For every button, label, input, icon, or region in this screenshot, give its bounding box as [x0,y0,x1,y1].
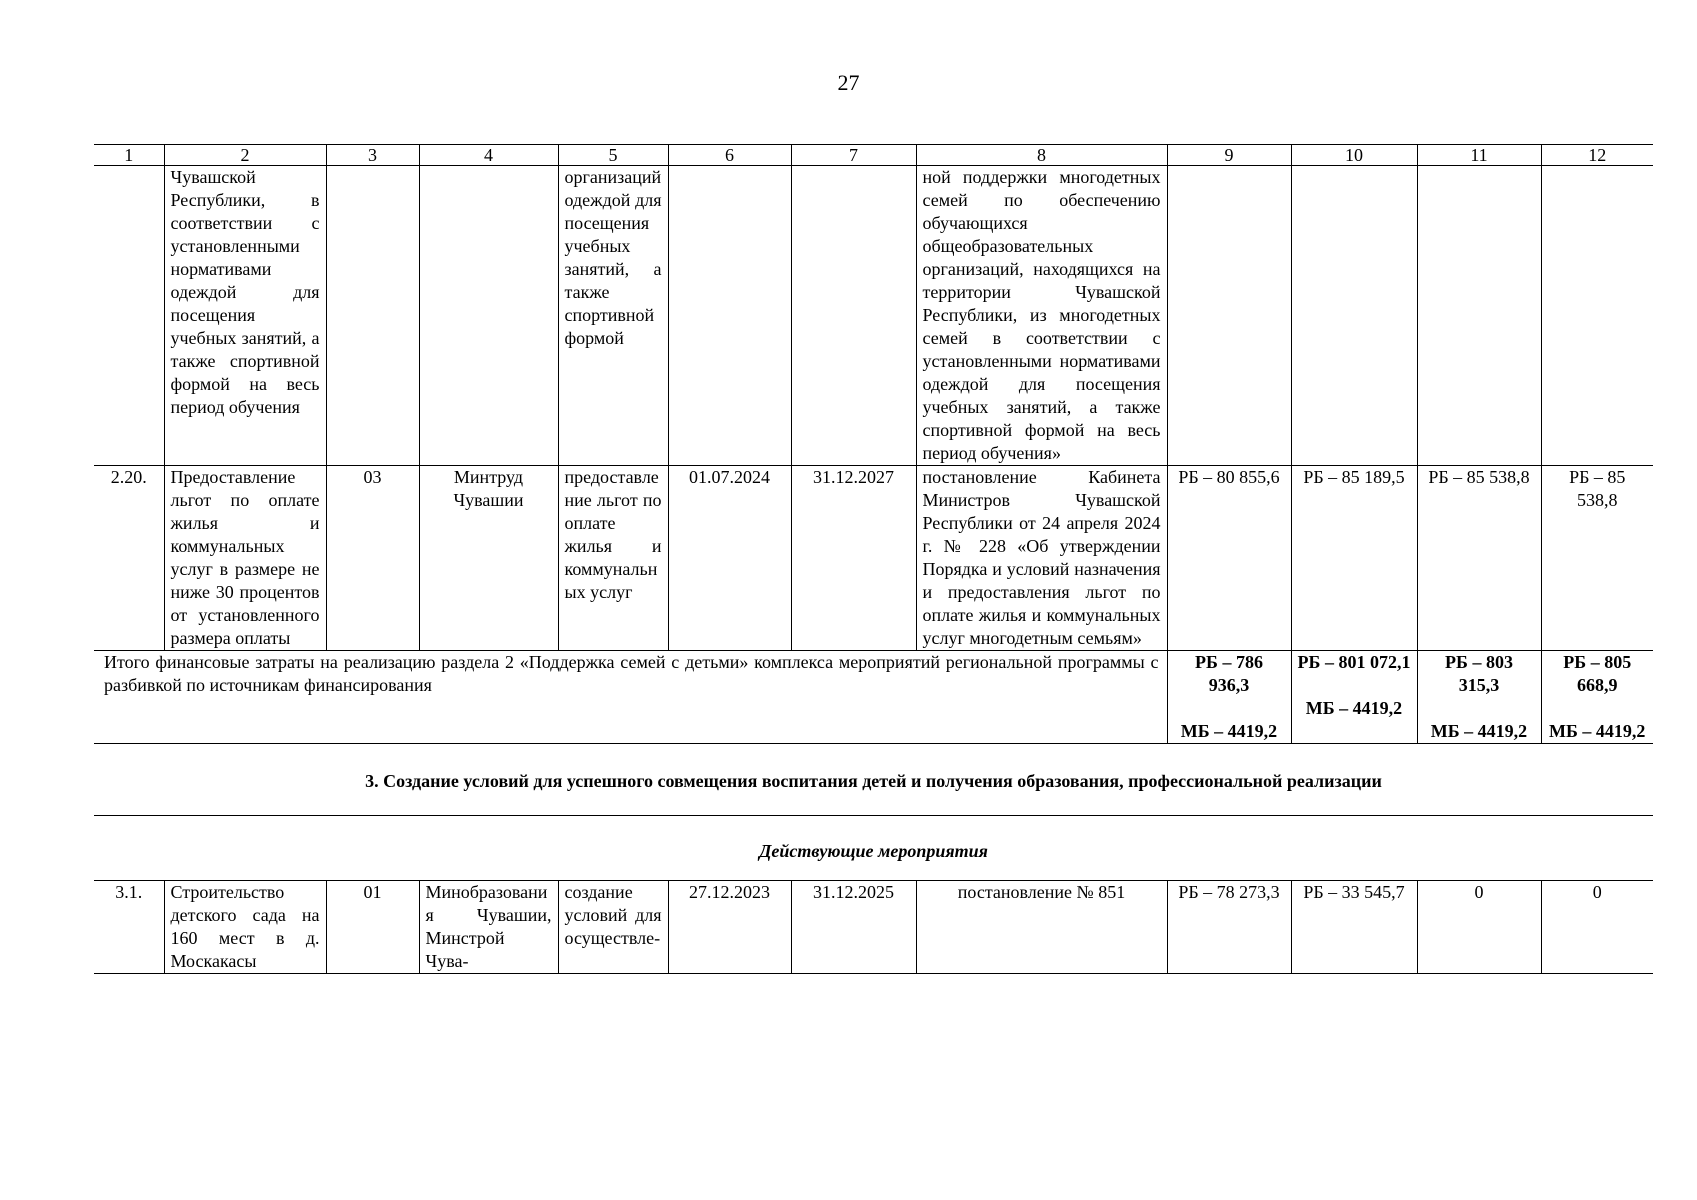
table-row-2-20 [94,466,1653,651]
total-mb: МБ – 4419,2 [1305,698,1403,718]
total-rb: РБ – 803 315,3 [1445,652,1513,695]
measure-executor: Минтруд Чувашии [419,466,558,651]
header-cell: 4 [419,145,558,166]
measure-executor: Минобразования Чувашии, Минстрой Чува- [419,881,558,974]
header-cell: 2 [164,145,326,166]
measure-result: организаций одеждой для посещения учебных занятий, а также спортивной формой [558,166,668,466]
measures-table [94,144,1653,974]
header-cell: 3 [326,145,419,166]
start-date: 27.12.2023 [668,881,791,974]
measure-code: 03 [326,466,419,651]
header-cell: 12 [1541,145,1653,166]
total-row [94,651,1653,744]
total-rb: РБ – 801 072,1 [1297,652,1411,672]
subsection-title: Действующие мероприятия [759,841,988,861]
row-number: 2.20. [94,466,164,651]
header-cell: 8 [916,145,1167,166]
funding-year-10: РБ – 85 189,5 [1291,466,1417,651]
end-date: 31.12.2027 [791,466,916,651]
funding-year-12: 0 [1541,881,1653,974]
total-mb: МБ – 4419,2 [1180,721,1278,741]
measure-result: предоставление льгот по оплате жилья и коммунальных услуг [558,466,668,651]
table-row-3-1 [94,881,1653,974]
funding-year-9: РБ – 78 273,3 [1167,881,1291,974]
header-cell: 1 [94,145,164,166]
total-mb: МБ – 4419,2 [1549,721,1646,741]
measure-basis: постановление Кабинета Министров Чувашской Республики от 24 апреля 2024 г. № 228 «Об утверждении Порядка и условий назначения и предоставления льгот по оплате жилья и коммунальных услуг многодетным семьям» [916,466,1167,651]
total-label: Итого финансовые затраты на реализацию раздела 2 «Поддержка семей с детьми» комплекса мероприятий региональной программы с разбивкой по источникам финансирования [94,651,1167,744]
subsection-heading-row [94,816,1653,881]
measure-name: Чувашской Республики, в соответствии с установленными нормативами одеждой для посещения учебных занятий, а также спортивной формой на весь период обучения [164,166,326,466]
measure-name: Предоставление льгот по оплате жилья и коммунальных услуг в размере не ниже 30 процентов от установленного размера оплаты [164,466,326,651]
funding-year-12: РБ – 85 538,8 [1541,466,1653,651]
measure-name: Строительство детского сада на 160 мест в д. Москакасы [164,881,326,974]
measure-code: 01 [326,881,419,974]
funding-year-9: РБ – 80 855,6 [1167,466,1291,651]
total-year-9 [1167,651,1291,744]
end-date: 31.12.2025 [791,881,916,974]
funding-year-11: 0 [1417,881,1541,974]
total-year-10 [1291,651,1417,744]
header-cell: 9 [1167,145,1291,166]
total-year-11 [1417,651,1541,744]
header-row [94,145,1653,166]
total-year-12 [1541,651,1653,744]
total-mb: МБ – 4419,2 [1430,721,1528,741]
header-cell: 7 [791,145,916,166]
start-date: 01.07.2024 [668,466,791,651]
header-cell: 6 [668,145,791,166]
section-heading-row [94,744,1653,816]
measure-result: создание условий для осуществле- [558,881,668,974]
header-cell: 11 [1417,145,1541,166]
table-row-continuation [94,166,1653,466]
section-title: 3. Создание условий для успешного совмещения воспитания детей и получения образования, профессиональной реализации [94,744,1653,816]
funding-year-10: РБ – 33 545,7 [1291,881,1417,974]
total-rb: РБ – 805 668,9 [1563,652,1632,695]
funding-year-11: РБ – 85 538,8 [1417,466,1541,651]
total-rb: РБ – 786 936,3 [1195,652,1263,695]
page-number: 27 [837,70,860,95]
measure-basis: постановление № 851 [916,881,1167,974]
header-cell: 5 [558,145,668,166]
measure-basis: ной поддержки многодетных семей по обеспечению обучающихся общеобразовательных организаций, находящихся на территории Чувашской Республики, из многодетных семей в соответствии с установленными нормативами одеждой для посещения учебных занятий, а также спортивной формой на весь период обучения» [916,166,1167,466]
header-cell: 10 [1291,145,1417,166]
row-number: 3.1. [94,881,164,974]
